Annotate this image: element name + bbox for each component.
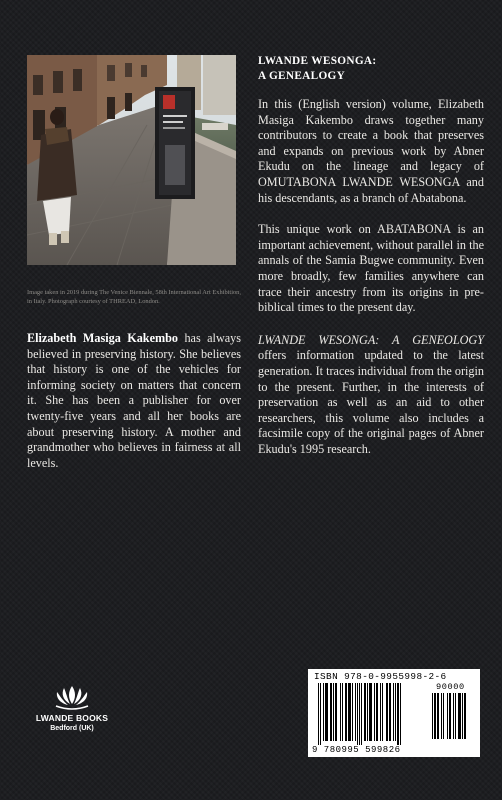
barcode-bar [441, 693, 442, 739]
barcode-bar [318, 683, 319, 747]
cover-photo [27, 55, 236, 265]
book-description [258, 54, 484, 457]
barcode-bar [320, 683, 321, 747]
barcode-bar [352, 683, 353, 741]
book-title-italic: LWANDE WESONGA: A GENEOLOGY [258, 332, 484, 347]
barcode-bar [340, 683, 341, 741]
description-paragraph-3-text: offers information updated to the latest generation. It traces individual from the origin to the present. Further, in the interests of preservation as well as an aid to other researchers, this volume also includes a facsimile copy of the original pages of Abner Ekudu's 1995 research. [258, 348, 484, 456]
author-name: Elizabeth Masiga Kakembo [27, 331, 179, 345]
barcode-bar [443, 693, 444, 739]
addon-barcode-bars [432, 693, 474, 745]
isbn-barcode [308, 669, 480, 757]
barcode-bar [462, 693, 463, 739]
photo-caption: Image taken in 2019 during The Venice Biennale, 58th International Art Exhibition, in Italy. Photograph courtesy of THREAD, London. [27, 289, 241, 305]
barcode-bar [361, 683, 362, 747]
barcode-bar [345, 683, 347, 741]
ean-digits: 9 780995 599826 [312, 745, 401, 755]
barcode-bar [380, 683, 381, 741]
barcode-bar [393, 683, 394, 741]
barcode-bar [323, 683, 324, 741]
barcode-bar [348, 683, 351, 741]
barcode-bar [382, 683, 383, 741]
barcode-bar [437, 693, 439, 739]
book-title-line2: A GENEALOGY [258, 70, 346, 82]
barcode-bar [364, 683, 366, 741]
barcode-bar [367, 683, 368, 741]
publisher-place: Bedford (UK) [50, 725, 94, 732]
description-paragraph-2: This unique work on ABATABONA is an important achievement, without parallel in the annals of the Samia Bugwe community. Even more broadly, few families anywhere can trace their ancestry from its origins in pre-biblical times to the present day. [258, 222, 484, 315]
barcode-bar [458, 693, 461, 739]
author-bio-text: has always believed in preserving history. She believes that history is one of the vehicles for informing society on matters that concern it. She has been a publisher for over twenty-five years and all her books are about preserving history. A mother and grandmother who believes in fairness at all levels. [27, 331, 241, 470]
book-title-line1: LWANDE WESONGA: [258, 55, 377, 67]
barcode-bar [357, 683, 358, 747]
author-bio [27, 331, 241, 471]
isbn-number: ISBN 978-0-9955998-2-6 [314, 671, 447, 682]
barcode-bar [359, 683, 360, 747]
barcode-bar [464, 693, 466, 739]
venice-street-photo [27, 55, 236, 265]
barcode-bar [389, 683, 391, 741]
barcode-bar [449, 693, 451, 739]
barcode-bar [335, 683, 337, 741]
publisher-logo [26, 682, 118, 734]
barcode-bar [453, 693, 454, 739]
barcode-bar [397, 683, 399, 747]
barcode-bar [432, 693, 433, 739]
barcode-bar [400, 683, 401, 747]
ean-barcode-bars [318, 683, 426, 747]
barcode-bar [369, 683, 372, 741]
barcode-bar [374, 683, 375, 741]
barcode-bar [447, 693, 448, 739]
barcode-bar [342, 683, 343, 741]
barcode-bar [376, 683, 378, 741]
book-title [258, 54, 484, 84]
barcode-bar [325, 683, 328, 741]
lotus-icon [52, 682, 92, 710]
barcode-bar [395, 683, 396, 741]
description-paragraph-1: In this (English version) volume, Elizabeth Masiga Kakembo draws together many contributors to create a book that preserves and expands on previous work by Abner Ekudu on the lineage and legacy of OMUTABONA LWANDE WESONGA and his descendants, as a branch of Abatabona. [258, 97, 484, 205]
addon-digits: 90000 [436, 682, 465, 692]
barcode-bar [330, 683, 332, 741]
barcode-bar [355, 683, 356, 741]
barcode-bar [434, 693, 436, 739]
barcode-bar [455, 693, 456, 739]
description-paragraph-3 [258, 333, 484, 458]
barcode-bar [386, 683, 388, 741]
barcode-bar [333, 683, 334, 741]
publisher-name: LWANDE BOOKS [35, 713, 109, 723]
